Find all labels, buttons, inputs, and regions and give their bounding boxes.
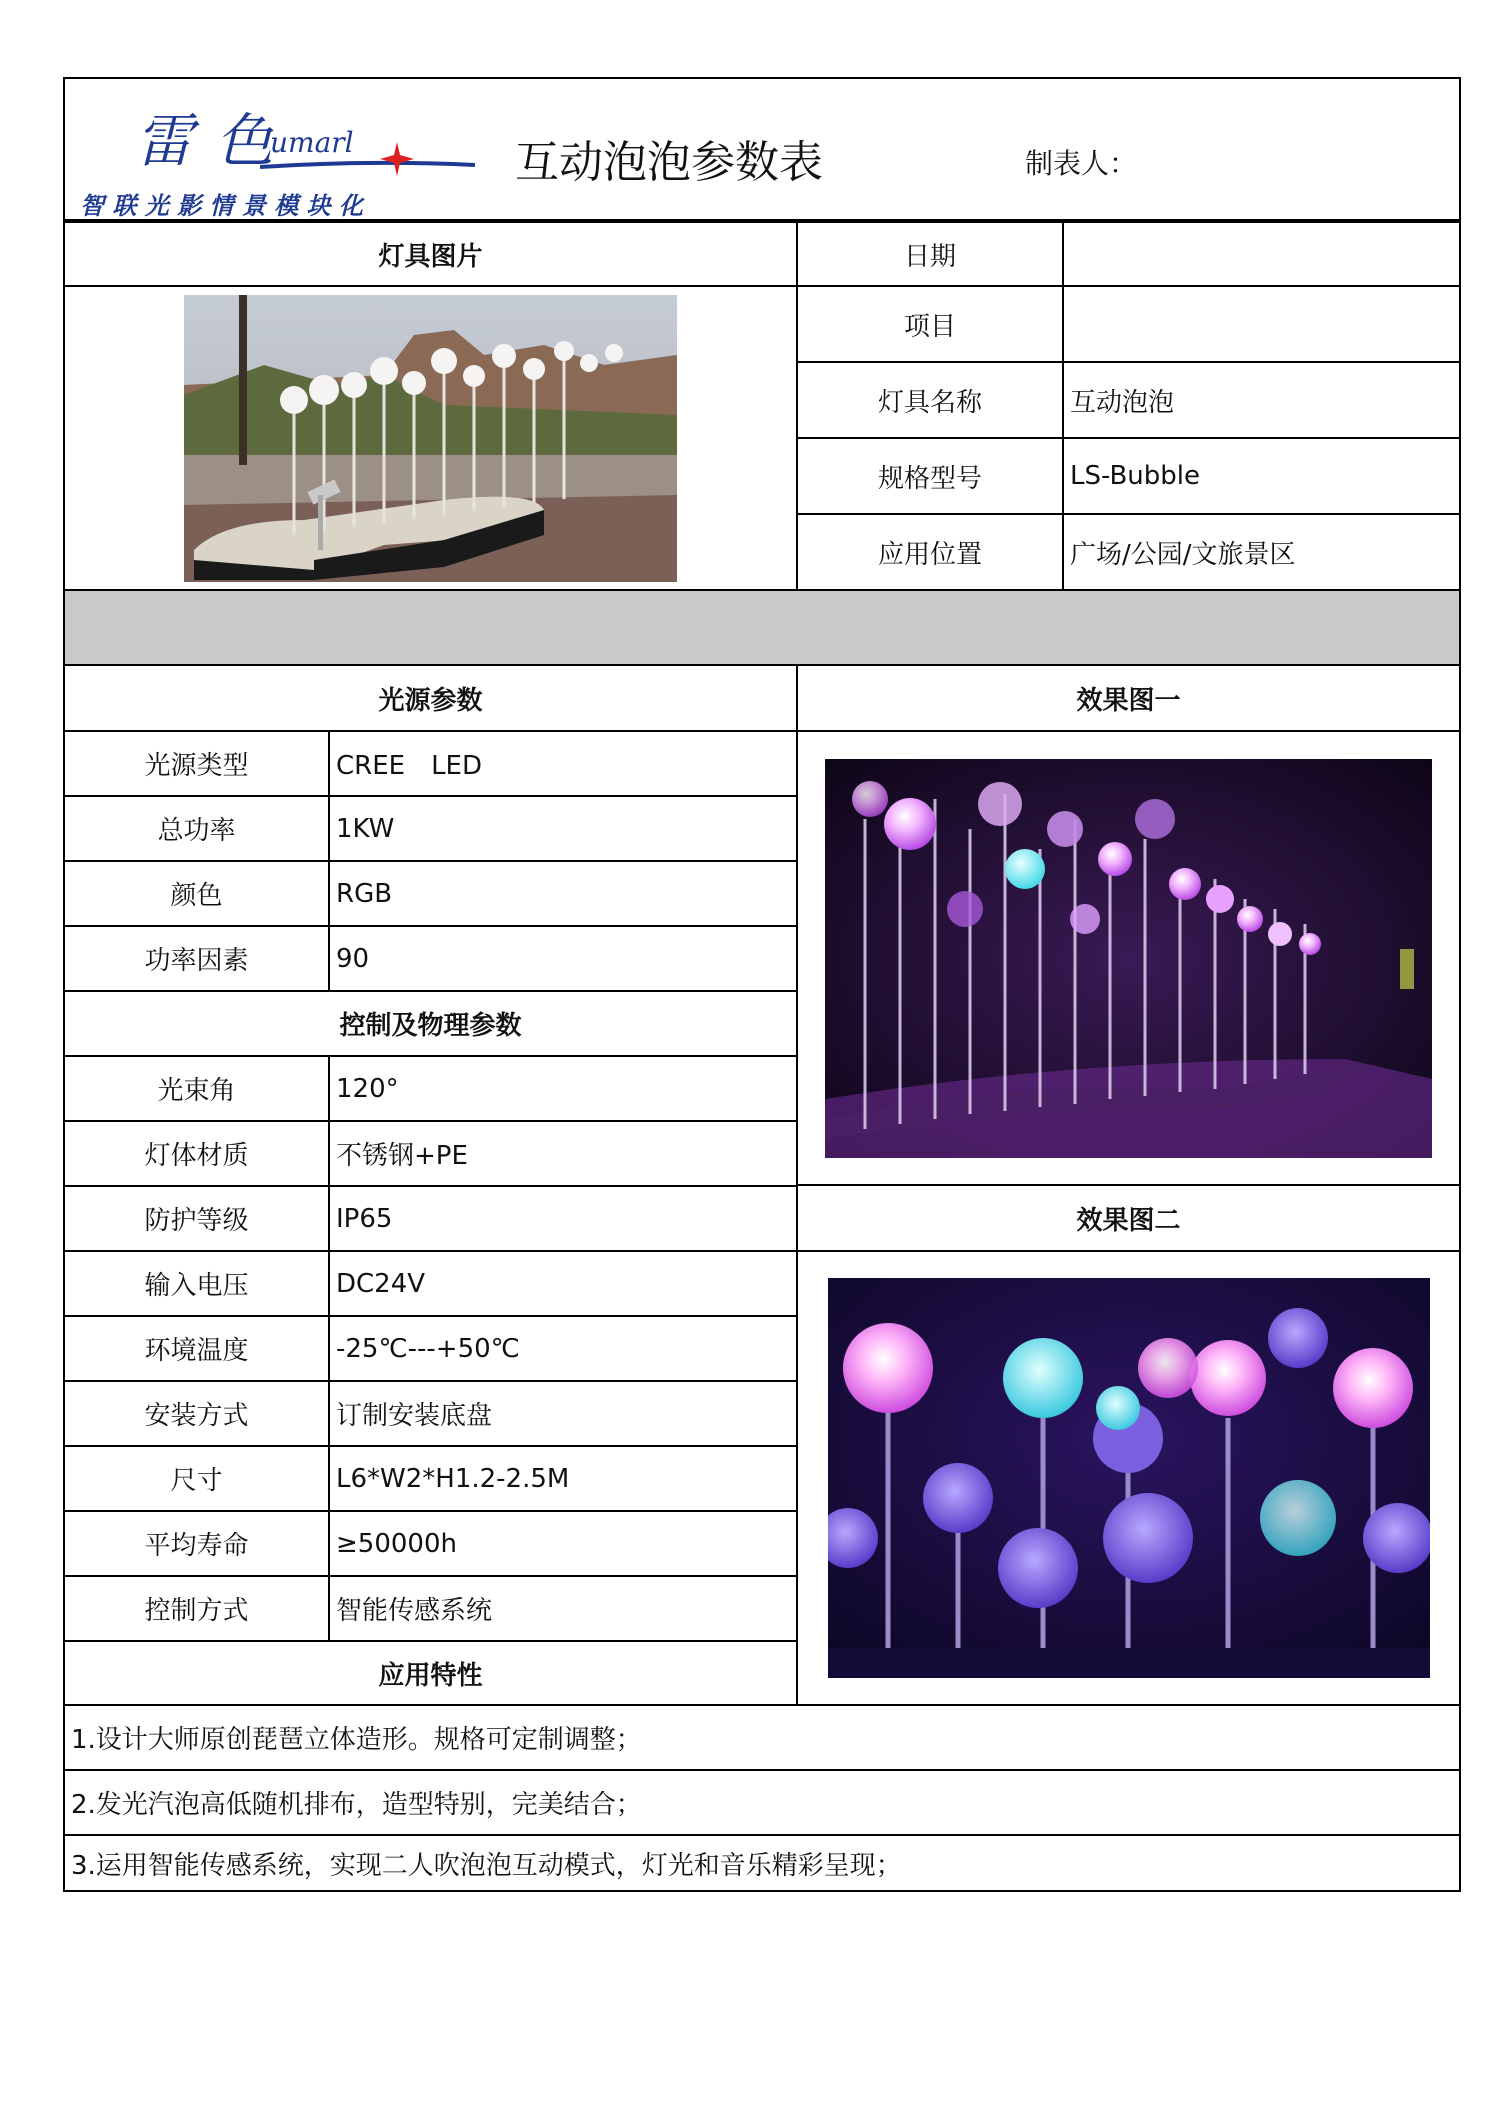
param-value: 90 <box>328 925 798 992</box>
effect2-title: 效果图二 <box>796 1184 1461 1252</box>
info-value-4: 广场/公园/文旅景区 <box>1062 513 1461 591</box>
param-value: DC24V <box>328 1250 798 1317</box>
param-value: IP65 <box>328 1185 798 1252</box>
param-value: CREE LED <box>328 730 798 797</box>
param-label: 光束角 <box>63 1055 330 1122</box>
info-value-1 <box>1062 285 1461 363</box>
param-label: 控制方式 <box>63 1575 330 1642</box>
param-label: 尺寸 <box>63 1445 330 1512</box>
param-label: 光源类型 <box>63 730 330 797</box>
feature-item: 1.设计大师原创琵琶立体造形。规格可定制调整； <box>63 1704 1461 1771</box>
info-label-1: 项目 <box>796 285 1064 363</box>
effect1-photo <box>825 759 1432 1158</box>
maker-label: 制表人： <box>1025 147 1138 180</box>
info-value-2: 互动泡泡 <box>1062 361 1461 439</box>
param-label: 总功率 <box>63 795 330 862</box>
feature-item: 2.发光汽泡高低随机排布，造型特别，完美结合； <box>63 1769 1461 1836</box>
control-title: 控制及物理参数 <box>63 990 798 1057</box>
info-label-2: 灯具名称 <box>796 361 1064 439</box>
feature-item: 3.运用智能传感系统，实现二人吹泡泡互动模式，灯光和音乐精彩呈现； <box>63 1834 1461 1892</box>
param-label: 颜色 <box>63 860 330 927</box>
param-label: 平均寿命 <box>63 1510 330 1577</box>
param-value: ≥50000h <box>328 1510 798 1577</box>
light-source-title: 光源参数 <box>63 664 798 732</box>
param-value: 1KW <box>328 795 798 862</box>
effect2-cell <box>796 1250 1461 1706</box>
param-value: 不锈钢+PE <box>328 1120 798 1187</box>
param-value: RGB <box>328 860 798 927</box>
logo-english: umarl <box>270 126 354 159</box>
param-label: 输入电压 <box>63 1250 330 1317</box>
photo-header: 灯具图片 <box>63 221 798 287</box>
company-logo <box>80 90 500 220</box>
param-label: 环境温度 <box>63 1315 330 1382</box>
info-label-3: 规格型号 <box>796 437 1064 515</box>
features-title: 应用特性 <box>63 1640 798 1706</box>
effect1-title: 效果图一 <box>796 664 1461 732</box>
logo-swoosh <box>260 158 490 172</box>
logo-chinese: 雷 色 <box>135 107 276 175</box>
page-title: 互动泡泡参数表 <box>515 137 823 188</box>
param-value: 智能传感系统 <box>328 1575 798 1642</box>
param-value: L6*W2*H1.2-2.5M <box>328 1445 798 1512</box>
effect1-cell <box>796 730 1461 1186</box>
param-value: 订制安装底盘 <box>328 1380 798 1447</box>
param-label: 安装方式 <box>63 1380 330 1447</box>
info-value-3: LS-Bubble <box>1062 437 1461 515</box>
info-label-0: 日期 <box>796 221 1064 287</box>
photo-cell <box>63 285 798 591</box>
param-label: 防护等级 <box>63 1185 330 1252</box>
info-label-4: 应用位置 <box>796 513 1064 591</box>
param-label: 功率因素 <box>63 925 330 992</box>
logo-slogan: 智 联 光 影 情 景 模 块 化 <box>80 191 363 220</box>
section-divider <box>63 589 1461 666</box>
info-value-0 <box>1062 221 1461 287</box>
param-value: -25℃---+50℃ <box>328 1315 798 1382</box>
product-photo <box>184 295 677 582</box>
logo-star-icon <box>380 142 414 176</box>
effect2-photo <box>828 1278 1430 1678</box>
param-label: 灯体材质 <box>63 1120 330 1187</box>
param-value: 120° <box>328 1055 798 1122</box>
